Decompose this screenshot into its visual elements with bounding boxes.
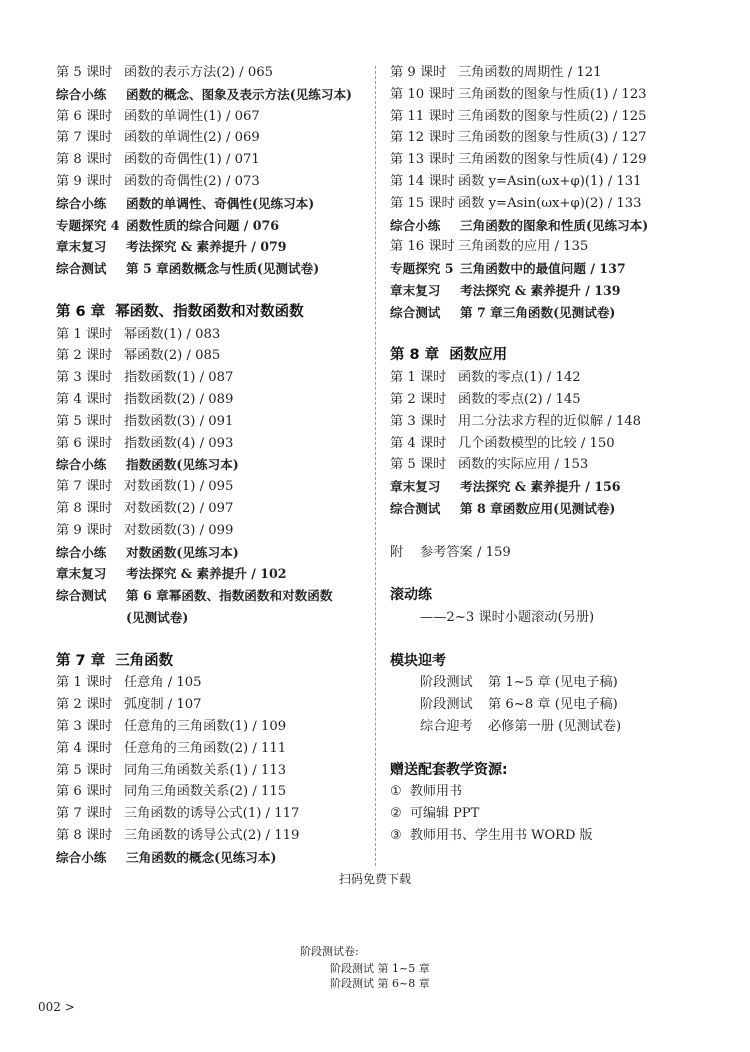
spacer: [390, 324, 720, 346]
section-title: 模块迎考: [390, 652, 446, 669]
entry-label: 综合小练: [56, 544, 107, 560]
toc-entry: [56, 411, 366, 433]
column-divider: [375, 66, 376, 866]
entry-label: 综合小练: [56, 457, 107, 473]
toc-entry: [390, 215, 720, 237]
entry-text: 函数的单调性(2) / 069: [124, 130, 260, 146]
entry-text: 函数的实际应用 / 153: [458, 457, 589, 473]
toc-entry: [390, 411, 720, 433]
entry-text: 指数函数(2) / 089: [124, 391, 234, 407]
entry-label: 第 12 课时: [390, 130, 455, 146]
entry-text: 函数 y=Asin(ωx+φ)(1) / 131: [458, 173, 642, 189]
entry-label: 第 3 课时: [56, 370, 113, 386]
entry-text: 同角三角函数关系(2) / 115: [124, 784, 287, 800]
toc-entry: [56, 215, 366, 237]
entry-label: 第 16 课时: [390, 239, 455, 255]
toc-entry: [56, 127, 366, 149]
entry-text: 教师用书: [410, 784, 463, 800]
toc-entry: [56, 236, 366, 258]
toc-entry: [56, 476, 366, 498]
toc-entry: [56, 563, 366, 585]
entry-text: 幂函数(2) / 085: [124, 348, 221, 364]
entry-label: 第 2 课时: [56, 697, 113, 713]
entry-text: 三角函数的图象与性质(4) / 129: [458, 152, 647, 168]
entry-text: 三角函数的诱导公式(2) / 119: [124, 827, 300, 843]
entry-text: 三角函数的诱导公式(1) / 117: [124, 806, 300, 822]
entry-label: 附: [390, 544, 404, 560]
entry-text: 考法探究 & 素养提升 / 079: [126, 239, 287, 255]
entry-text: 用二分法求方程的近似解 / 148: [458, 413, 642, 429]
download-note: 扫码免费下载: [338, 872, 411, 886]
toc-entry: [56, 193, 366, 215]
toc-entry: [390, 672, 720, 694]
resource-item: [390, 803, 720, 825]
toc-entry: [56, 585, 366, 607]
toc-entry: [390, 84, 720, 106]
entry-text: 函数的零点(1) / 142: [458, 370, 581, 386]
stage-test-2: 阶段测试 第 6~8 章: [330, 977, 430, 990]
toc-entry: [56, 520, 366, 542]
entry-text: 函数的单调性、奇偶性(见练习本): [126, 195, 315, 211]
entry-label: 章末复习: [390, 282, 441, 298]
toc-entry: [390, 433, 720, 455]
entry-label: 第 15 课时: [390, 195, 455, 211]
entry-label: 第 4 课时: [390, 435, 447, 451]
entry-label: ①: [390, 784, 402, 800]
chapter-heading: [56, 302, 366, 324]
entry-text: 三角函数的图象和性质(见练习本): [460, 217, 649, 233]
toc-entry: [390, 258, 720, 280]
entry-label: 第 5 课时: [56, 762, 113, 778]
entry-label: 第 3 课时: [56, 718, 113, 734]
entry-label: 第 1 课时: [56, 675, 113, 691]
entry-label: 综合测试: [56, 588, 107, 604]
entry-text: 对数函数(2) / 097: [124, 500, 234, 516]
entry-text: 考法探究 & 素养提升 / 139: [460, 282, 621, 298]
toc-entry: [390, 389, 720, 411]
toc-entry: [390, 476, 720, 498]
entry-label: 第 1 课时: [56, 326, 113, 342]
entry-label: 章末复习: [56, 566, 107, 582]
toc-entry: [56, 738, 366, 760]
entry-text: 考法探究 & 素养提升 / 156: [460, 479, 621, 495]
entry-text: 指数函数(见练习本): [126, 457, 239, 473]
entry-text: 考法探究 & 素养提升 / 102: [126, 566, 287, 582]
section-title: 赠送配套教学资源:: [390, 761, 508, 778]
entry-label: 综合测试: [56, 261, 107, 277]
entry-text: 第 7 章三角函数(见测试卷): [460, 304, 616, 320]
resource-item: [390, 781, 720, 803]
toc-entry: [56, 367, 366, 389]
toc-entry: [56, 149, 366, 171]
entry-label: 第 9 课时: [56, 522, 113, 538]
toc-entry: [56, 345, 366, 367]
chapter-number: 第 6 章: [56, 303, 106, 320]
entry-text: 三角函数的周期性 / 121: [458, 65, 602, 80]
toc-entry: [56, 433, 366, 455]
spacer: [390, 563, 720, 585]
stage-test-1: 阶段测试 第 1~5 章: [330, 962, 430, 975]
spacer: [56, 280, 366, 302]
entry-label: 第 7 课时: [56, 479, 113, 495]
entry-text: 对数函数(见练习本): [126, 544, 239, 560]
entry-text: (见测试卷): [126, 609, 189, 625]
toc-entry: [56, 84, 366, 106]
toc-entry: [390, 280, 720, 302]
entry-label: 综合小练: [390, 217, 441, 233]
entry-text: 指数函数(1) / 087: [124, 370, 234, 386]
entry-label: 第 10 课时: [390, 86, 455, 102]
entry-text: 指数函数(4) / 093: [124, 435, 234, 451]
spacer: [56, 629, 366, 651]
section-title: 滚动练: [390, 587, 432, 604]
entry-label: 第 6 课时: [56, 435, 113, 451]
toc-entry: [56, 389, 366, 411]
entry-text: 幂函数(1) / 083: [124, 326, 221, 342]
entry-text: 第 8 章函数应用(见测试卷): [460, 500, 616, 516]
toc-entry: [390, 542, 720, 564]
resource-item: [390, 825, 720, 847]
entry-label: 第 8 课时: [56, 827, 113, 843]
entry-text: 弧度制 / 107: [124, 697, 202, 713]
entry-label: 阶段测试: [420, 675, 473, 691]
toc-left-column: [56, 62, 366, 868]
entry-text: 必修第一册 (见测试卷): [488, 718, 622, 734]
spacer: [390, 629, 720, 651]
chapter-title: 函数应用: [449, 347, 508, 364]
entry-text: 三角函数的图象与性质(2) / 125: [458, 108, 647, 124]
entry-label: 综合测试: [390, 304, 441, 320]
toc-entry: [56, 106, 366, 128]
toc-entry: [56, 847, 366, 869]
toc-entry: [56, 716, 366, 738]
toc-entry: [390, 716, 720, 738]
entry-text: 第 6~8 章 (见电子稿): [488, 697, 618, 713]
entry-text: 任意角的三角函数(2) / 111: [124, 740, 287, 756]
toc-entry: [56, 781, 366, 803]
chapter-title: 三角函数: [115, 652, 174, 669]
toc-entry: [56, 672, 366, 694]
entry-label: 章末复习: [390, 479, 441, 495]
toc-entry: [390, 236, 720, 258]
entry-label: 章末复习: [56, 239, 107, 255]
entry-text: 三角函数的应用 / 135: [458, 239, 589, 255]
toc-entry: [56, 825, 366, 847]
toc-entry: [56, 694, 366, 716]
entry-text: 三角函数的图象与性质(3) / 127: [458, 130, 647, 146]
entry-text: 函数的奇偶性(2) / 073: [124, 173, 260, 189]
page-number: 002 >: [38, 1000, 75, 1014]
entry-text: 几个函数模型的比较 / 150: [458, 435, 615, 451]
entry-label: 第 5 课时: [390, 457, 447, 473]
toc-entry: [390, 694, 720, 716]
entry-text: 三角函数的概念(见练习本): [126, 849, 277, 865]
entry-label: ③: [390, 827, 402, 843]
entry-text: 同角三角函数关系(1) / 113: [124, 762, 287, 778]
entry-text: 参考答案 / 159: [420, 544, 511, 560]
chapter-title: 幂函数、指数函数和对数函数: [115, 303, 304, 320]
entry-label: 第 13 课时: [390, 152, 455, 168]
entry-label: 第 11 课时: [390, 108, 455, 124]
entry-label: 第 3 课时: [390, 413, 447, 429]
entry-label: 第 9 课时: [56, 173, 113, 189]
toc-entry: [390, 127, 720, 149]
chapter-heading: [390, 345, 720, 367]
entry-label: 综合小练: [56, 849, 107, 865]
entry-label: 第 2 课时: [56, 348, 113, 364]
entry-label: 第 4 课时: [56, 740, 113, 756]
entry-label: 第 14 课时: [390, 173, 455, 189]
entry-text: ——2~3 课时小题滚动(另册): [420, 609, 595, 625]
toc-entry: [56, 607, 366, 629]
entry-label: 第 7 课时: [56, 130, 113, 146]
entry-label: 阶段测试: [420, 697, 473, 713]
entry-label: 综合小练: [56, 86, 107, 102]
toc-entry: [390, 302, 720, 324]
entry-text: 第 1~5 章 (见电子稿): [488, 675, 618, 691]
entry-text: 指数函数(3) / 091: [124, 413, 234, 429]
toc-entry: [390, 62, 720, 84]
entry-text: 函数性质的综合问题 / 076: [126, 217, 280, 233]
entry-text: 任意角 / 105: [124, 675, 202, 691]
toc-entry: [390, 106, 720, 128]
entry-text: 可编辑 PPT: [410, 806, 480, 822]
entry-text: 教师用书、学生用书 WORD 版: [410, 827, 593, 843]
toc-entry: [56, 803, 366, 825]
toc-entry: [390, 171, 720, 193]
entry-text: 函数的表示方法(2) / 065: [124, 65, 273, 80]
toc-entry: [390, 149, 720, 171]
chapter-number: 第 7 章: [56, 652, 106, 669]
entry-label: 第 8 课时: [56, 500, 113, 516]
spacer: [390, 520, 720, 542]
toc-entry: [56, 258, 366, 280]
entry-label: 综合迎考: [420, 718, 473, 734]
entry-text: 三角函数中的最值问题 / 137: [460, 261, 626, 277]
entry-text: 函数的概念、图象及表示方法(见练习本): [126, 86, 353, 102]
entry-text: 第 6 章幂函数、指数函数和对数函数: [126, 588, 333, 604]
entry-label: 第 5 课时: [56, 413, 113, 429]
entry-text: 三角函数的图象与性质(1) / 123: [458, 86, 647, 102]
toc-entry: [390, 607, 720, 629]
stage-test-title: 阶段测试卷:: [300, 945, 359, 958]
entry-label: 第 7 课时: [56, 806, 113, 822]
toc-entry: [390, 498, 720, 520]
chapter-heading: [56, 651, 366, 673]
toc-entry: [56, 171, 366, 193]
entry-text: 函数的零点(2) / 145: [458, 391, 581, 407]
spacer: [390, 738, 720, 760]
entry-label: 综合小练: [56, 195, 107, 211]
entry-label: 第 6 课时: [56, 108, 113, 124]
entry-label: 第 2 课时: [390, 391, 447, 407]
toc-entry: [390, 193, 720, 215]
entry-label: ②: [390, 806, 402, 822]
entry-label: 第 8 课时: [56, 152, 113, 168]
toc-right-column: [390, 62, 720, 847]
toc-entry: [56, 760, 366, 782]
toc-entry: [390, 454, 720, 476]
entry-label: 第 6 课时: [56, 784, 113, 800]
toc-entry: [56, 498, 366, 520]
entry-label: 第 4 课时: [56, 391, 113, 407]
entry-text: 函数 y=Asin(ωx+φ)(2) / 133: [458, 195, 642, 211]
entry-text: 第 5 章函数概念与性质(见测试卷): [126, 261, 320, 277]
entry-label: 第 1 课时: [390, 370, 447, 386]
toc-entry: [56, 542, 366, 564]
toc-entry: [56, 454, 366, 476]
entry-label: 第 9 课时: [390, 65, 447, 80]
entry-text: 函数的奇偶性(1) / 071: [124, 152, 260, 168]
entry-text: 对数函数(3) / 099: [124, 522, 234, 538]
entry-label: 第 5 课时: [56, 65, 113, 80]
entry-label: 综合测试: [390, 500, 441, 516]
toc-entry: [56, 62, 366, 84]
entry-text: 任意角的三角函数(1) / 109: [124, 718, 287, 734]
entry-label: 专题探究 5: [390, 261, 454, 277]
toc-entry: [56, 324, 366, 346]
entry-text: 对数函数(1) / 095: [124, 479, 234, 495]
entry-text: 函数的单调性(1) / 067: [124, 108, 260, 124]
toc-entry: [390, 367, 720, 389]
chapter-number: 第 8 章: [390, 347, 440, 364]
entry-label: 专题探究 4: [56, 217, 120, 233]
